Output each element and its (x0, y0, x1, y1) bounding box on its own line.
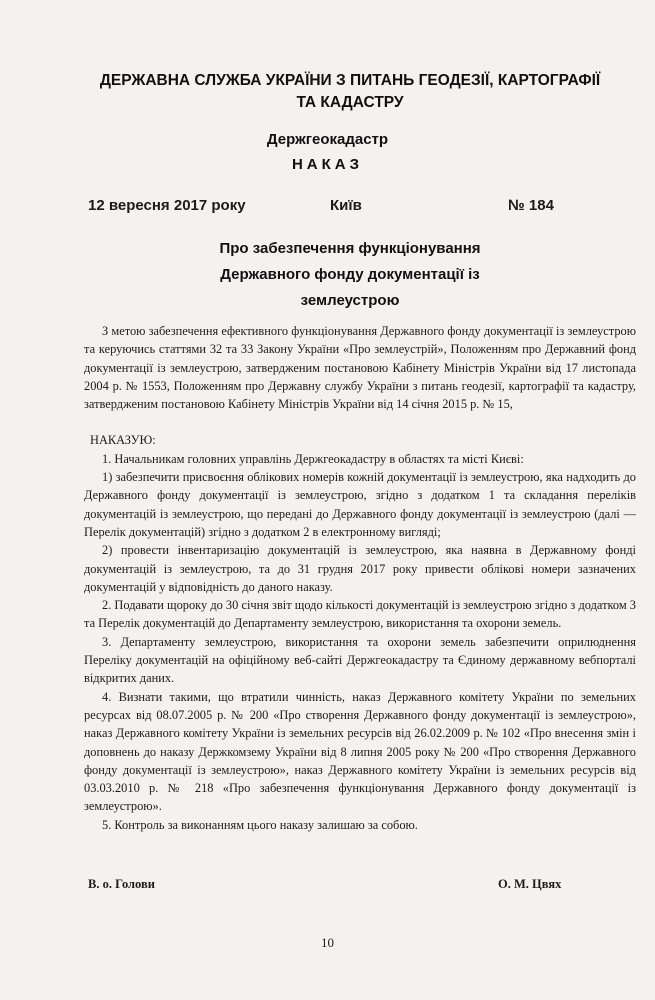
nakazuyu-heading: НАКАЗУЮ: (90, 433, 156, 448)
subject-line: Державного фонду документації із (220, 266, 480, 283)
signatory-position: В. о. Голови (88, 877, 155, 891)
signatory-name: О. М. Цвях (498, 877, 562, 891)
order-item-1-subitem-2: 2) провести інвентаризацію документацій із землеустрою, яка наявна в Державному фонді документацій із землеустрою, та до 31 грудня 2017 року привести облікові номери зазначених документацій у відповідність до даного наказу. (84, 543, 636, 594)
subject-line: Про забезпечення функціонування (219, 240, 481, 257)
preamble-paragraph: З метою забезпечення ефективного функціонування Державного фонду документації із землеустрою та керуючись статтями 32 та 33 Закону України «Про землеустрій», Положенням про Державний фонд документації із землеустрою, затвердженим постановою Кабінету Міністрів України від 17 листопада 2004 р. № 1553, Положенням про Державну службу України з питань геодезії, картографії та кадастру, затвердженим постановою Кабінету Міністрів України від 14 січня 2015 р. № 15, (84, 324, 636, 412)
agency-short-name: Держгеокадастр (266, 131, 389, 148)
order-subject (150, 236, 550, 314)
subject-line: землеустрою (300, 292, 400, 309)
order-city: Київ (330, 197, 362, 214)
order-item-4: 4. Визнати такими, що втратили чинність, наказ Державного комітету України по земельних ресурсах від 08.07.2005 р. № 200 «Про створення Державного фонду документації із землеустрою», наказ Державного комітету України із земельних ресурсів від 26.02.2009 р. № 102 «Про внесення змін і доповнень до наказу Держкомзему України від 8 липня 2005 року № 200 «Про створення Державного фонду документації із землеустрою», наказ Державного комітету України із земельних ресурсів від 03.03.2010 р. № 218 «Про забезпечення функціонування Державного фонду документації із землеустрою». (84, 689, 636, 814)
order-date: 12 вересня 2017 року (88, 197, 246, 214)
order-item-1-subitem-1: 1) забезпечити присвоєння облікових номерів кожній документації із землеустрою, яка надходить до Державного фонду документації із землеустрою, згідно з додатком 1 та складання переліків документацій із землеустрою, що передані до Державного фонду документації із землеустрою (далі — Перелік документацій) згідно з додатком 2 в електронному вигляді; (84, 470, 636, 539)
page-number: 10 (321, 935, 334, 950)
order-item-1: 1. Начальникам головних управлінь Держгеокадастру в областях та місті Києві: (102, 451, 524, 466)
document-type: НАКАЗ (291, 156, 364, 173)
order-item-5: 5. Контроль за виконанням цього наказу залишаю за собою. (102, 817, 418, 832)
order-item-2: 2. Подавати щороку до 30 січня звіт щодо кількості документацій із землеустрою згідно з додатком 3 та Перелік документацій до Департаменту землеустрою, використання та охорони земель. (84, 598, 636, 631)
agency-name: ДЕРЖАВНА СЛУЖБА УКРАЇНИ З ПИТАНЬ ГЕОДЕЗІЇ, КАРТОГРАФІЇ ТА КАДАСТРУ (99, 72, 601, 111)
order-body (84, 322, 636, 834)
order-item-3: 3. Департаменту землеустрою, використання та охорони земель забезпечити оприлюднення Переліку документацій на офіційному веб-сайті Держгеокадастру та Єдиному державному вебпорталі відкритих даних. (84, 634, 636, 686)
order-number: № 184 (508, 197, 554, 214)
